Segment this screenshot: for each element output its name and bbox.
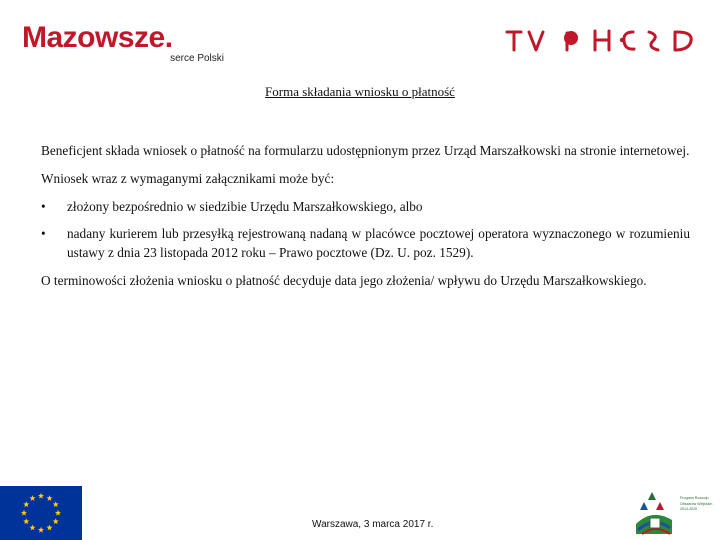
sejmik-emblem-icon <box>503 23 703 53</box>
mazowsze-logo-subtitle: serce Polski <box>170 53 224 64</box>
prow-logo-icon <box>632 486 712 540</box>
paragraph-form-info: Beneficjent składa wniosek o płatność na formularzu udostępnionym przez Urząd Marszałkowski na stronie internetowej. <box>41 143 690 158</box>
mazowsze-logo <box>22 22 232 66</box>
prow-program-text: Program Rozwoju Obszarów Wiejskich 2014-2020 <box>680 496 713 512</box>
list-item-text: złożony bezpośrednio w siedzibie Urzędu Marszałkowskiego, albo <box>67 199 423 214</box>
list-item-text: nadany kurierem lub przesyłką rejestrowaną nadaną w placówce pocztowej operatora wyznaczonego w rozumieniu ustawy z dnia 23 listopada 2012 roku – Prawo pocztowe (Dz. U. poz. 1529). <box>67 226 690 260</box>
eu-flag-icon <box>0 486 82 540</box>
footer-date-line: Warszawa, 3 marca 2017 r. <box>312 519 434 530</box>
paragraph-deadline-info: O terminowości złożenia wniosku o płatność decyduje data jego złożenia/ wpływu do Urzędu Marszałkowskiego. <box>41 273 647 288</box>
submission-methods-list <box>41 197 690 262</box>
mazowsze-logo-word: Mazowsze. <box>22 21 173 54</box>
paragraph-attachments-intro: Wniosek wraz z wymaganymi załącznikami może być: <box>41 171 335 186</box>
list-item <box>41 197 690 216</box>
list-item <box>41 224 690 262</box>
bullet-marker: • <box>41 226 46 241</box>
document-title: Forma składania wniosku o płatność <box>265 84 455 99</box>
document-body <box>41 141 690 299</box>
bullet-marker: • <box>41 199 46 214</box>
